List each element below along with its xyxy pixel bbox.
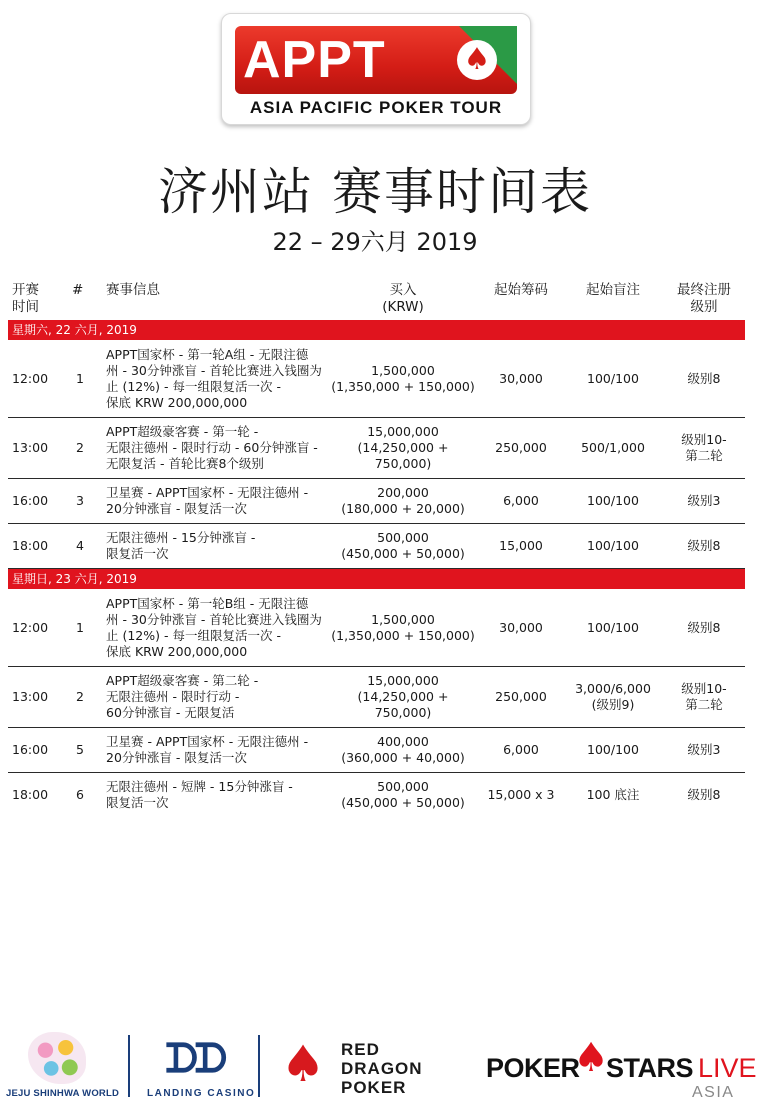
sponsor-divider bbox=[258, 1035, 260, 1097]
date-range: 22 – 29六月 2019 bbox=[272, 228, 478, 256]
event-buyin-line: (1,350,000 + 150,000) bbox=[331, 628, 475, 643]
event-time bbox=[12, 773, 62, 817]
event-buyin-line: 15,000,000 bbox=[367, 673, 439, 688]
event-late-registration bbox=[662, 479, 746, 523]
event-info-line: 卫星赛 - APPT国家杯 - 无限注德州 - bbox=[106, 485, 309, 500]
event-number-text: 5 bbox=[76, 742, 84, 757]
event-starting-blinds-text bbox=[587, 787, 640, 803]
event-buyin bbox=[328, 479, 478, 523]
event-late-registration-text bbox=[688, 371, 721, 387]
event-starting-stack bbox=[478, 667, 564, 727]
event-info-line: 止 (12%) - 每一组限复活一次 - bbox=[106, 628, 281, 643]
event-info-line: 卫星赛 - APPT国家杯 - 无限注德州 - bbox=[106, 734, 309, 749]
event-info bbox=[106, 341, 328, 417]
table-row bbox=[8, 418, 745, 479]
event-starting-stack-line: 250,000 bbox=[495, 689, 547, 704]
event-number bbox=[70, 418, 90, 478]
event-time-text: 13:00 bbox=[12, 689, 49, 704]
event-info-line: 无限注德州 - 短牌 - 15分钟涨盲 - bbox=[106, 779, 293, 794]
event-late-registration-line: 第二轮 bbox=[685, 448, 723, 463]
event-starting-stack-text bbox=[503, 493, 539, 509]
event-info-line: 20分钟涨盲 - 限复活一次 bbox=[106, 501, 247, 516]
event-starting-blinds-line: 500/1,000 bbox=[581, 440, 645, 455]
event-buyin bbox=[328, 341, 478, 417]
event-info-text bbox=[106, 485, 308, 517]
header-time-line1: 开赛 bbox=[12, 282, 39, 298]
event-starting-blinds-line: 100/100 bbox=[587, 371, 639, 386]
header-stack: 起始筹码 bbox=[494, 282, 548, 298]
event-buyin-text bbox=[341, 530, 465, 562]
event-starting-stack-text bbox=[499, 371, 543, 387]
pokerstars-word-poker: POKER bbox=[486, 1053, 580, 1083]
event-info-line: APPT国家杯 - 第一轮A组 - 无限注德 bbox=[106, 347, 309, 362]
sponsor-divider bbox=[128, 1035, 130, 1097]
event-starting-stack-line: 250,000 bbox=[495, 440, 547, 455]
event-time-text: 13:00 bbox=[12, 440, 49, 455]
event-buyin-text bbox=[328, 673, 478, 721]
event-late-registration-line: 级别10- bbox=[681, 681, 727, 696]
event-starting-stack-text bbox=[495, 689, 547, 705]
event-late-registration-line: 级别8 bbox=[687, 538, 721, 553]
table-row bbox=[8, 590, 745, 667]
table-row bbox=[8, 728, 745, 773]
event-time bbox=[12, 667, 62, 727]
event-number bbox=[70, 341, 90, 417]
header-buyin bbox=[328, 282, 478, 316]
event-buyin-line: 15,000,000 bbox=[367, 424, 439, 439]
event-starting-blinds-line: 100/100 bbox=[587, 493, 639, 508]
event-starting-blinds-line: (级别9) bbox=[591, 697, 635, 712]
event-buyin-line: (14,250,000 + 750,000) bbox=[357, 440, 449, 471]
header-time-line2: 时间 bbox=[12, 299, 39, 315]
event-late-registration-line: 级别8 bbox=[687, 620, 721, 635]
event-buyin-line: (360,000 + 40,000) bbox=[341, 750, 465, 765]
event-starting-stack bbox=[478, 524, 564, 568]
jeju-shinhwa-logo-icon bbox=[28, 1032, 86, 1084]
header-buyin-line1: 买入 bbox=[389, 282, 417, 298]
event-buyin-line: 400,000 bbox=[377, 734, 429, 749]
event-time bbox=[12, 479, 62, 523]
event-info-line: APPT国家杯 - 第一轮B组 - 无限注德 bbox=[106, 596, 309, 611]
event-late-registration-text bbox=[681, 432, 726, 464]
table-row bbox=[8, 667, 745, 728]
landing-casino-label: LANDING CASINO bbox=[147, 1088, 256, 1099]
event-late-registration-line: 级别8 bbox=[687, 371, 721, 386]
appt-logo-tagline: ASIA PACIFIC POKER TOUR bbox=[249, 98, 503, 117]
event-info-line: 60分钟涨盲 - 无限复活 bbox=[106, 705, 235, 720]
event-starting-stack bbox=[478, 418, 564, 478]
table-row bbox=[8, 341, 745, 418]
event-info-line: 无限注德州 - 15分钟涨盲 - bbox=[106, 530, 256, 545]
event-starting-stack-line: 15,000 x 3 bbox=[487, 787, 555, 802]
event-info-line: 无限复活 - 首轮比赛8个级别 bbox=[106, 456, 264, 471]
event-buyin-line: (450,000 + 50,000) bbox=[341, 546, 465, 561]
header-blinds: 起始盲注 bbox=[586, 282, 640, 298]
event-number bbox=[70, 524, 90, 568]
event-late-registration-line: 第二轮 bbox=[685, 697, 723, 712]
event-starting-stack-text bbox=[487, 787, 554, 803]
event-number-text: 4 bbox=[76, 538, 84, 553]
event-late-registration bbox=[662, 773, 746, 817]
event-starting-blinds-text bbox=[587, 620, 639, 636]
event-number-text: 6 bbox=[76, 787, 84, 802]
event-buyin-text bbox=[341, 734, 465, 766]
event-starting-stack bbox=[478, 773, 564, 817]
event-info-line: APPT超级豪客赛 - 第一轮 - bbox=[106, 424, 259, 439]
event-starting-blinds bbox=[564, 590, 662, 666]
header-info: 赛事信息 bbox=[106, 282, 160, 298]
header-late-reg-line1: 最终注册 bbox=[677, 282, 731, 298]
event-number-text: 1 bbox=[76, 371, 84, 386]
event-starting-blinds-text bbox=[575, 681, 651, 713]
event-buyin-line: (450,000 + 50,000) bbox=[341, 795, 465, 810]
event-info-text bbox=[106, 424, 318, 472]
event-starting-stack-line: 6,000 bbox=[503, 742, 539, 757]
event-info-line: 止 (12%) - 每一组限复活一次 - bbox=[106, 379, 281, 394]
event-info bbox=[106, 667, 328, 727]
appt-logo-word: APPT bbox=[243, 31, 386, 89]
event-number bbox=[70, 479, 90, 523]
table-row bbox=[8, 479, 745, 524]
event-buyin-line: 500,000 bbox=[377, 779, 429, 794]
event-late-registration-line: 级别3 bbox=[687, 493, 721, 508]
event-starting-stack-line: 30,000 bbox=[499, 371, 543, 386]
event-number bbox=[70, 773, 90, 817]
event-late-registration-text bbox=[688, 493, 721, 509]
day-header: 星期六, 22 六月, 2019 bbox=[8, 320, 745, 340]
event-info-line: APPT超级豪客赛 - 第二轮 - bbox=[106, 673, 259, 688]
event-starting-blinds bbox=[564, 773, 662, 817]
event-info bbox=[106, 773, 328, 817]
event-buyin bbox=[328, 590, 478, 666]
event-info bbox=[106, 524, 328, 568]
event-time-text: 16:00 bbox=[12, 742, 49, 757]
event-late-registration-line: 级别8 bbox=[687, 787, 721, 802]
event-buyin-text bbox=[341, 779, 465, 811]
event-buyin bbox=[328, 418, 478, 478]
event-info-text bbox=[106, 347, 322, 411]
event-info-line: 州 - 30分钟涨盲 - 首轮比赛进入钱圈为 bbox=[106, 612, 322, 627]
event-number-text: 1 bbox=[76, 620, 84, 635]
event-time-text: 12:00 bbox=[12, 371, 49, 386]
event-starting-stack bbox=[478, 728, 564, 772]
event-info-line: 保底 KRW 200,000,000 bbox=[106, 395, 248, 410]
event-starting-blinds-line: 100 底注 bbox=[586, 787, 640, 802]
event-info-text bbox=[106, 596, 322, 660]
appt-logo bbox=[221, 13, 531, 125]
table-row bbox=[8, 773, 745, 817]
event-info-line: 州 - 30分钟涨盲 - 首轮比赛进入钱圈为 bbox=[106, 363, 322, 378]
header-buyin-line2: (KRW) bbox=[382, 299, 424, 315]
event-number bbox=[70, 590, 90, 666]
event-starting-blinds-line: 3,000/6,000 bbox=[575, 681, 651, 696]
event-starting-blinds-line: 100/100 bbox=[587, 742, 639, 757]
event-starting-stack-line: 6,000 bbox=[503, 493, 539, 508]
appt-logo-badge bbox=[235, 26, 517, 94]
pokerstars-region: ASIA bbox=[692, 1084, 735, 1101]
landing-casino-logo-icon: ᗪᗪ bbox=[165, 1037, 224, 1081]
event-starting-blinds-text bbox=[587, 742, 639, 758]
red-dragon-line1: RED bbox=[341, 1040, 380, 1059]
event-time bbox=[12, 728, 62, 772]
event-buyin-text bbox=[341, 485, 465, 517]
event-info bbox=[106, 418, 328, 478]
pokerstars-word-live: LIVE bbox=[698, 1053, 757, 1083]
event-late-registration bbox=[662, 418, 746, 478]
page-title: 济州站 赛事时间表 bbox=[158, 163, 592, 221]
red-dragon-line3: POKER bbox=[341, 1078, 407, 1097]
event-time-text: 18:00 bbox=[12, 538, 49, 553]
event-info-line: 限复活一次 bbox=[106, 546, 169, 561]
pokerstars-word-stars: STARS bbox=[606, 1053, 694, 1083]
event-starting-stack bbox=[478, 479, 564, 523]
header-number: # bbox=[72, 282, 84, 298]
table-row bbox=[8, 524, 745, 569]
event-late-registration-text bbox=[688, 538, 721, 554]
event-starting-blinds-text bbox=[587, 493, 639, 509]
event-late-registration bbox=[662, 667, 746, 727]
event-time bbox=[12, 590, 62, 666]
event-starting-stack-line: 30,000 bbox=[499, 620, 543, 635]
event-late-registration-line: 级别10- bbox=[681, 432, 727, 447]
event-starting-blinds-text bbox=[587, 371, 639, 387]
red-dragon-logo-icon: ♠ bbox=[280, 1035, 326, 1093]
event-buyin bbox=[328, 667, 478, 727]
event-buyin-text bbox=[328, 424, 478, 472]
event-info bbox=[106, 728, 328, 772]
event-starting-stack-text bbox=[499, 538, 543, 554]
event-starting-blinds bbox=[564, 341, 662, 417]
event-starting-stack-line: 15,000 bbox=[499, 538, 543, 553]
event-info bbox=[106, 479, 328, 523]
event-info-line: 限复活一次 bbox=[106, 795, 169, 810]
event-info-text bbox=[106, 530, 255, 562]
event-starting-blinds-line: 100/100 bbox=[587, 620, 639, 635]
event-starting-blinds-text bbox=[587, 538, 639, 554]
event-info-line: 20分钟涨盲 - 限复活一次 bbox=[106, 750, 247, 765]
event-buyin bbox=[328, 728, 478, 772]
event-info-text bbox=[106, 673, 258, 721]
event-info-line: 无限注德州 - 限时行动 - bbox=[106, 689, 240, 704]
header-late-reg-line2: 级别 bbox=[690, 299, 718, 315]
table-header bbox=[0, 282, 750, 322]
event-buyin-line: 200,000 bbox=[377, 485, 429, 500]
event-info bbox=[106, 590, 328, 666]
event-late-registration-text bbox=[688, 620, 721, 636]
pokerstars-spade-icon: ♠ bbox=[573, 1035, 609, 1081]
event-number-text: 3 bbox=[76, 493, 84, 508]
day-header: 星期日, 23 六月, 2019 bbox=[8, 569, 745, 589]
jeju-shinhwa-label: JEJU SHINHWA WORLD bbox=[6, 1088, 120, 1099]
event-buyin-line: (14,250,000 + 750,000) bbox=[357, 689, 449, 720]
event-number-text: 2 bbox=[76, 689, 84, 704]
event-starting-blinds-line: 100/100 bbox=[587, 538, 639, 553]
event-buyin-line: 1,500,000 bbox=[371, 363, 435, 378]
event-late-registration-text bbox=[688, 787, 721, 803]
event-buyin-line: (1,350,000 + 150,000) bbox=[331, 379, 475, 394]
event-buyin-line: (180,000 + 20,000) bbox=[341, 501, 465, 516]
event-late-registration-text bbox=[688, 742, 721, 758]
event-time-text: 16:00 bbox=[12, 493, 49, 508]
event-number bbox=[70, 667, 90, 727]
header-late-reg bbox=[662, 282, 746, 316]
event-starting-blinds bbox=[564, 667, 662, 727]
event-late-registration-line: 级别3 bbox=[687, 742, 721, 757]
event-buyin-line: 1,500,000 bbox=[371, 612, 435, 627]
event-late-registration-text bbox=[681, 681, 726, 713]
event-starting-stack-text bbox=[503, 742, 539, 758]
event-info-text bbox=[106, 779, 293, 811]
event-info-line: 保底 KRW 200,000,000 bbox=[106, 644, 248, 659]
event-buyin bbox=[328, 524, 478, 568]
event-starting-stack bbox=[478, 341, 564, 417]
event-starting-blinds bbox=[564, 418, 662, 478]
event-time bbox=[12, 524, 62, 568]
event-late-registration bbox=[662, 590, 746, 666]
event-info-line: 无限注德州 - 限时行动 - 60分钟涨盲 - bbox=[106, 440, 318, 455]
event-time bbox=[12, 341, 62, 417]
event-buyin-text bbox=[331, 363, 474, 395]
event-buyin-line: 500,000 bbox=[377, 530, 429, 545]
event-late-registration bbox=[662, 728, 746, 772]
event-starting-blinds-text bbox=[581, 440, 645, 456]
event-starting-blinds bbox=[564, 728, 662, 772]
event-starting-stack-text bbox=[499, 620, 543, 636]
event-starting-stack bbox=[478, 590, 564, 666]
event-time-text: 18:00 bbox=[12, 787, 49, 802]
event-time-text: 12:00 bbox=[12, 620, 49, 635]
event-buyin-text bbox=[331, 612, 474, 644]
spade-icon: ♠ bbox=[457, 40, 497, 80]
sponsor-footer bbox=[0, 1020, 757, 1103]
event-starting-blinds bbox=[564, 479, 662, 523]
event-late-registration bbox=[662, 524, 746, 568]
event-starting-blinds bbox=[564, 524, 662, 568]
event-info-text bbox=[106, 734, 308, 766]
event-number bbox=[70, 728, 90, 772]
event-late-registration bbox=[662, 341, 746, 417]
red-dragon-line2: DRAGON bbox=[341, 1059, 423, 1078]
red-dragon-label bbox=[341, 1040, 423, 1097]
event-number-text: 2 bbox=[76, 440, 84, 455]
event-time bbox=[12, 418, 62, 478]
header-time bbox=[12, 282, 39, 316]
event-buyin bbox=[328, 773, 478, 817]
event-starting-stack-text bbox=[495, 440, 547, 456]
